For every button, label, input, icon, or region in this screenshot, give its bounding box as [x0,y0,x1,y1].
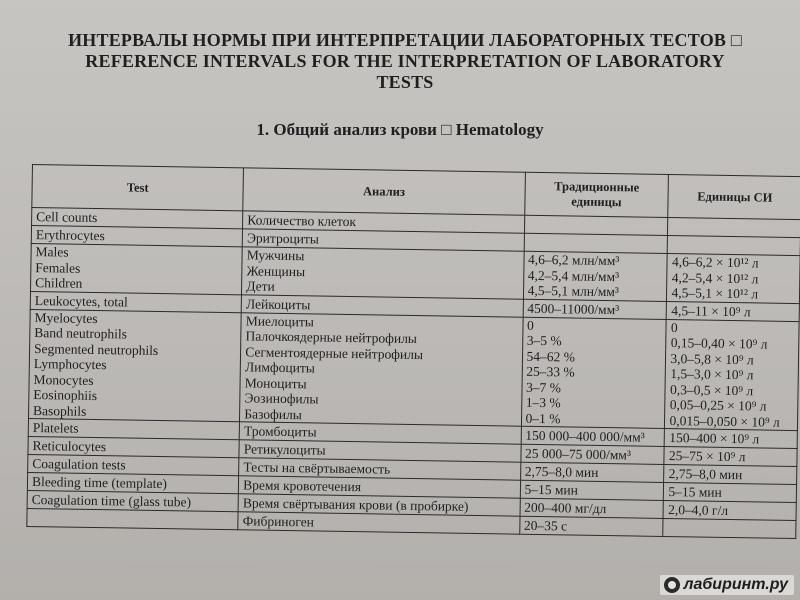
cell-traditional: 5–15 мин [520,480,664,500]
test-segmented: Segmented neutrophils [33,340,159,358]
table-row-group-leukocytes [29,309,800,431]
test-males: Males [35,244,69,260]
cell-test-group [31,243,243,294]
cell-analysis: Количество клеток [243,211,525,233]
cell-si: 2,75–8,0 мин [664,464,797,484]
analysis-eosinophils: Эозинофилы [244,390,319,407]
cell-si [663,518,796,538]
si-segmented: 1,5–3,0 × 10⁹ л [670,366,754,383]
analysis-monocytes: Моноциты [244,374,307,391]
analysis-band: Палочкоядерные нейтрофилы [245,328,418,347]
cell-si: 25–75 × 10⁹ л [664,446,797,466]
cell-analysis: Время свёртывания крови (в пробирке) [238,494,520,516]
header-test: Test [32,165,244,211]
analysis-children: Дети [246,278,275,294]
reference-table [26,164,800,539]
trad-lymphocytes: 3–7 % [526,379,562,395]
cell-test-group [29,309,242,422]
si-band: 3,0–5,8 × 10⁹ л [670,350,754,367]
analysis-lymphocytes: Лимфоциты [244,359,316,376]
heading-line-ru: ИНТЕРВАЛЫ НОРМЫ ПРИ ИНТЕРПРЕТАЦИИ ЛАБОРАТОРНЫХ ТЕСТОВ □ [68,30,742,50]
cell-analysis-group [242,247,524,299]
header-analysis: Анализ [243,168,525,215]
cell-test: Cell counts [32,208,243,229]
si-children: 4,5–5,1 × 10¹² л [671,285,759,302]
analysis-males: Мужчины [246,247,305,264]
test-children: Children [35,275,83,291]
test-myelocytes: Myelocytes [34,309,98,326]
cell-traditional-group [523,251,668,301]
trad-children: 4,5–5,1 млн/мм³ [527,282,620,300]
trad-segmented: 25–33 % [526,363,575,380]
cell-si [668,235,800,255]
si-eosinophils: 0,015–0,050 × 10⁹ л [669,412,780,430]
test-females: Females [35,259,81,276]
cell-traditional: 150 000–400 000/мм³ [521,426,665,446]
test-eosinophils: Eosinophiis [33,387,98,404]
cell-traditional-group [521,317,667,429]
trad-band: 54–62 % [526,348,576,365]
trad-males: 4,6–6,2 млн/мм³ [528,251,620,269]
cell-test: Platelets [28,418,239,439]
test-basophils: Basophils [33,402,87,419]
cell-si-group [667,253,800,303]
si-males: 4,6–6,2 × 10¹² л [671,254,759,271]
cell-test: Coagulation time (glass tube) [27,490,238,511]
cell-analysis: Ретикулоциты [239,440,521,462]
si-myelocytes: 0,15–0,40 × 10⁹ л [670,335,768,352]
cell-si: 2,0–4,0 г/л [663,500,796,520]
si-monocytes: 0,05–0,25 × 10⁹ л [669,397,767,414]
cell-analysis: Лейкоциты [241,294,523,316]
header-traditional-line2: единицы [571,194,622,210]
analysis-myelocytes: Миелоциты [245,312,315,329]
watermark [660,575,794,595]
analysis-segmented: Сегментоядерные нейтрофилы [245,343,424,362]
cell-test [27,508,238,529]
cell-traditional: 20–35 с [519,516,663,536]
cell-si-group [665,319,799,431]
heading-line-en: REFERENCE INTERVALS FOR THE INTERPRETATION OF LABORATORY [85,51,725,71]
cell-traditional [524,215,668,235]
si-lymphocytes: 0,3–0,5 × 10⁹ л [669,381,754,398]
cell-test: Reticulocytes [28,436,239,457]
labirint-logo-icon [664,577,680,593]
cell-traditional: 25 000–75 000/мм³ [520,444,664,464]
test-monocytes: Monocytes [33,371,94,388]
cell-traditional: 2,75–8,0 мин [520,462,664,482]
cell-test: Erythrocytes [31,226,242,247]
si-zero: 0 [670,319,678,335]
trad-myelocytes: 3–5 % [526,332,562,349]
trad-females: 4,2–5,4 млн/мм³ [527,267,620,284]
cell-traditional: 200–400 мг/дл [520,498,664,518]
header-traditional-line1: Традиционные [554,179,640,195]
header-si-units: Единицы СИ [668,175,800,220]
cell-analysis: Время кровотечения [239,476,521,498]
section-title: 1. Общий анализ крови □ Hematology [256,120,544,139]
page-heading [0,30,800,93]
header-traditional-units [524,172,669,217]
trad-zero: 0 [526,317,534,333]
cell-traditional: 4500–11000/мм³ [523,299,667,319]
trad-monocytes: 1–3 % [525,394,561,411]
cell-test: Bleeding time (template) [27,472,238,493]
test-band: Band neutrophils [34,325,128,342]
analysis-females: Женщины [246,262,306,279]
analysis-basophils: Базофилы [244,405,302,422]
trad-eosinophils: 0–1 % [525,410,561,426]
cell-si [668,217,800,237]
cell-analysis: Фибриноген [238,512,520,534]
cell-traditional [524,233,668,253]
heading-line-en-cont: TESTS [376,72,434,92]
test-lymphocytes: Lymphocytes [33,356,107,373]
cell-test: Leukocytes, total [30,291,241,312]
cell-si: 150–400 × 10⁹ л [665,428,798,448]
si-females: 4,2–5,4 × 10¹² л [671,269,759,286]
cell-analysis: Эритроциты [242,229,524,251]
cell-analysis: Тромбоциты [239,422,521,444]
cell-test: Coagulation tests [28,454,239,475]
cell-si: 5–15 мин [664,482,797,502]
cell-analysis: Тесты на свёртываемость [239,458,521,480]
cell-si: 4,5–11 × 10⁹ л [667,301,800,321]
watermark-text: лабиринт.ру [683,576,788,593]
cell-analysis-group [240,312,523,426]
